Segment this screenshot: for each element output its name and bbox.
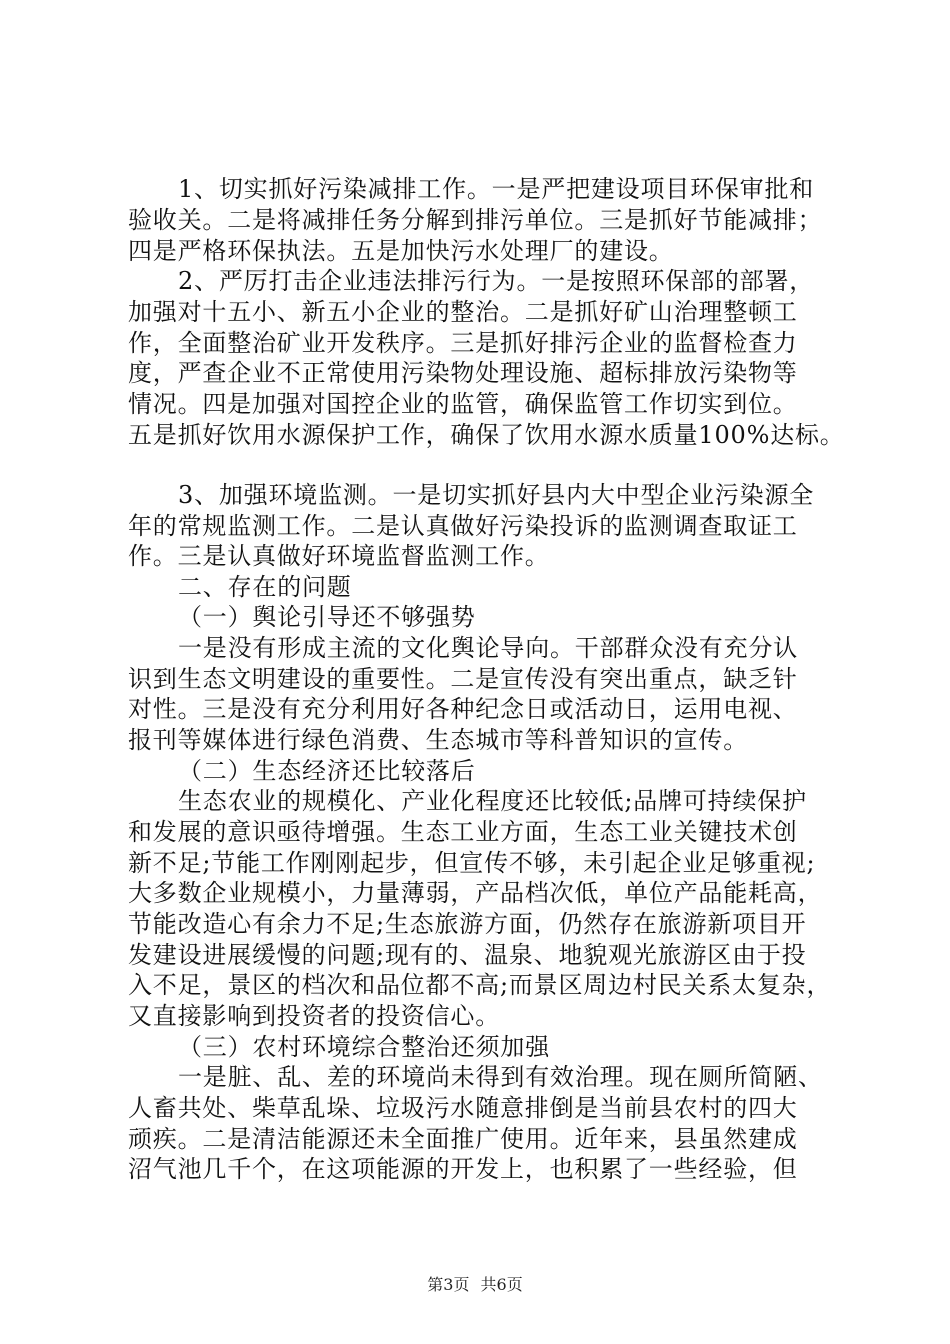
page-number: 第3页 [427,1275,470,1294]
paragraph-line: 生态农业的规模化、产业化程度还比较低;品牌可持续保护 [178,787,807,815]
page-footer [0,1275,950,1295]
page-total: 共6页 [480,1275,523,1294]
paragraph-line: 人畜共处、柴草乱垛、垃圾污水随意排倒是当前县农村的四大 [128,1094,798,1122]
subsection-heading: （一）舆论引导还不够强势 [178,603,476,631]
paragraph-line: 新不足;节能工作刚刚起步，但宣传不够，未引起企业足够重视; [128,849,816,877]
paragraph-line: 入不足，景区的档次和品位都不高;而景区周边村民关系太复杂， [128,971,832,999]
paragraph-line: 报刊等媒体进行绿色消费、生态城市等科普知识的宣传。 [128,726,748,754]
paragraph-line: 大多数企业规模小，力量薄弱，产品档次低，单位产品能耗高， [128,879,823,907]
paragraph-line: 对性。三是没有充分利用好各种纪念日或活动日，运用电视、 [128,695,798,723]
paragraph-line: 顽疾。二是清洁能源还未全面推广使用。近年来，县虽然建成 [128,1125,798,1153]
paragraph-line: 年的常规监测工作。二是认真做好污染投诉的监测调查取证工 [128,512,798,540]
subsection-heading: （三）农村环境综合整治还须加强 [178,1033,550,1061]
paragraph-line: 作。三是认真做好环境监督监测工作。 [128,542,550,570]
paragraph-line: 加强对十五小、新五小企业的整治。二是抓好矿山治理整顿工 [128,298,798,326]
paragraph-line: 一是没有形成主流的文化舆论导向。干部群众没有充分认 [178,634,798,662]
paragraph-line: 3、加强环境监测。一是切实抓好县内大中型企业污染源全 [178,481,815,509]
paragraph-line: 一是脏、乱、差的环境尚未得到有效治理。现在厕所简陋、 [178,1063,823,1091]
paragraph-line: 又直接影响到投资者的投资信心。 [128,1002,500,1030]
paragraph-line: 度，严查企业不正常使用污染物处理设施、超标排放污染物等 [128,359,798,387]
paragraph-line: 识到生态文明建设的重要性。二是宣传没有突出重点，缺乏针 [128,665,798,693]
paragraph-line: 四是严格环保执法。五是加快污水处理厂的建设。 [128,237,674,265]
paragraph-line: 发建设进展缓慢的问题;现有的、温泉、地貌观光旅游区由于投 [128,941,807,969]
paragraph-line: 和发展的意识亟待增强。生态工业方面，生态工业关键技术创 [128,818,798,846]
paragraph-line: 2、严厉打击企业违法排污行为。一是按照环保部的部署， [178,267,815,295]
paragraph-line: 节能改造心有余力不足;生态旅游方面，仍然存在旅游新项目开 [128,910,807,938]
paragraph-line: 情况。四是加强对国控企业的监管，确保监管工作切实到位。 [128,390,798,418]
paragraph-line: 1、切实抓好污染减排工作。一是严把建设项目环保审批和 [178,175,815,203]
paragraph-line: 验收关。二是将减排任务分解到排污单位。三是抓好节能减排； [128,206,823,234]
paragraph-line: 作，全面整治矿业开发秩序。三是抓好排污企业的监督检查力 [128,329,798,357]
section-heading: 二、存在的问题 [178,573,352,601]
subsection-heading: （二）生态经济还比较落后 [178,757,476,785]
paragraph-line: 五是抓好饮用水源保护工作，确保了饮用水源水质量100%达标。 [128,421,845,449]
paragraph-line: 沼气池几千个，在这项能源的开发上，也积累了一些经验，但 [128,1155,798,1183]
